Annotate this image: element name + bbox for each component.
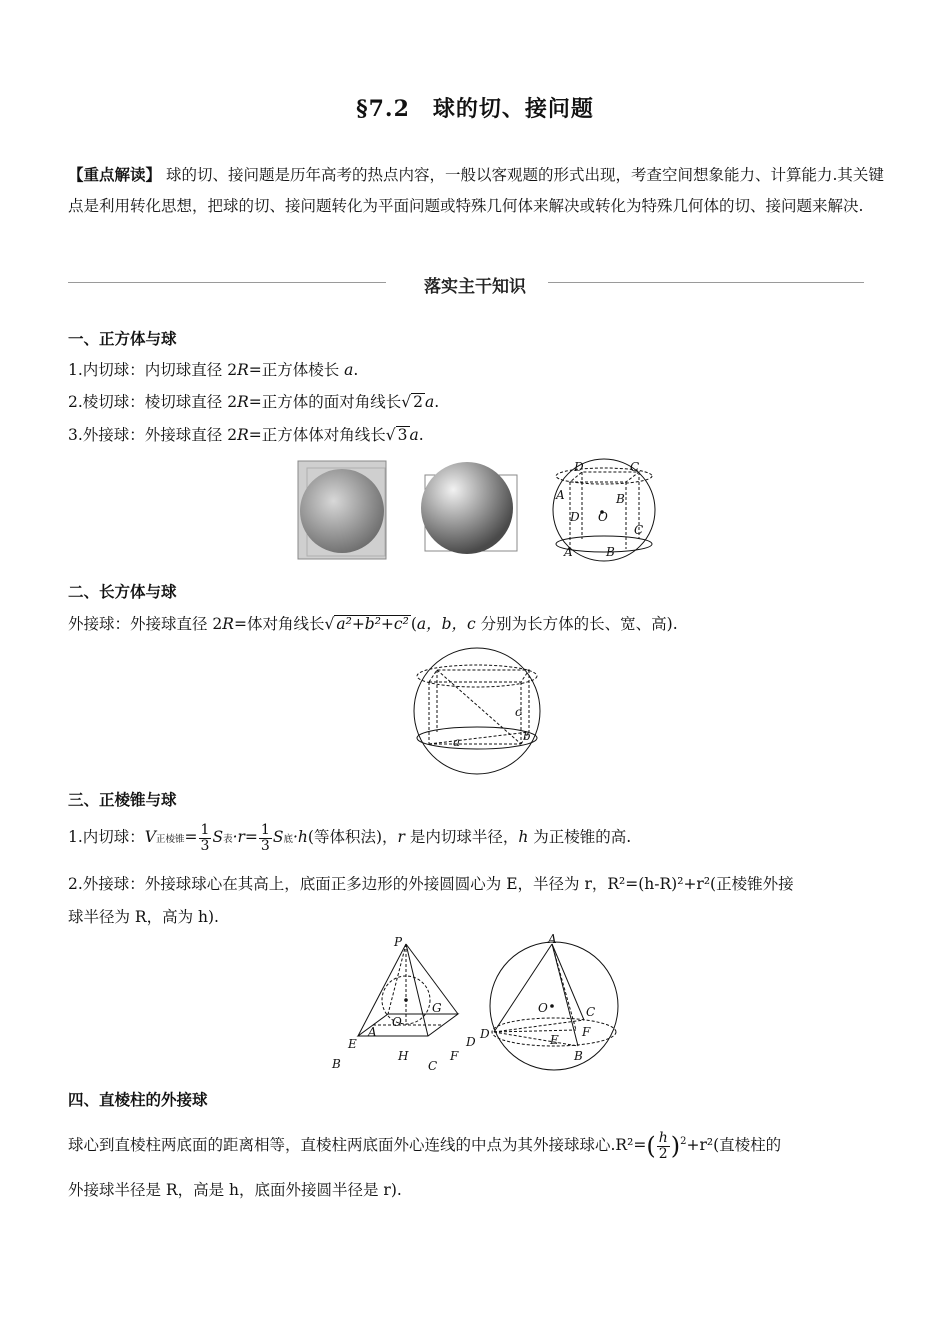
- label-A: A: [368, 1025, 377, 1039]
- section-2-heading: 二、长方体与球: [68, 583, 177, 601]
- label-C: C: [428, 1059, 438, 1072]
- label-D: D: [480, 1027, 490, 1041]
- s1-line-2: 2.棱切球：棱切球直径 2R=正方体的面对角线长√ 2 a.: [68, 393, 440, 411]
- section-banner: 落实主干知识: [424, 277, 526, 297]
- label-H: H: [398, 1049, 409, 1063]
- inscribed-sphere-figure: [295, 458, 391, 562]
- s4-line-1: 球心到直棱柱两底面的距离相等，直棱柱两底面外心连线的中点为其外接球球心.R²=( $\frac{h}{2}$ )$^2$+r²(直棱柱的: [68, 1129, 782, 1162]
- label-O: O: [598, 510, 608, 524]
- pyramid-inscribed-figure: [328, 936, 482, 1072]
- label-A: A: [548, 934, 557, 946]
- section-4-heading: 四、直棱柱的外接球: [68, 1091, 208, 1109]
- label-G: G: [432, 1001, 442, 1015]
- label-D1: D: [570, 510, 580, 524]
- edge-tangent-sphere-figure: [417, 460, 521, 558]
- label-C: C: [586, 1005, 596, 1019]
- label-O: O: [538, 1001, 548, 1015]
- page-title: §7.2 球的切、接问题: [356, 96, 594, 122]
- label-F: F: [450, 1049, 459, 1063]
- s1-line-1: 1.内切球：内切球直径 2R=正方体棱长 a.: [68, 361, 359, 379]
- intro-text: 球的切、接问题是历年高考的热点内容，一般以客观题的形式出现，考查空间想象能力、计算能力.其关键点是利用转化思想，把球的切、接问题转化为平面问题或特殊几何体来解决或转化为特殊几何体的切、接问题来解决.: [68, 166, 884, 215]
- label-A: A: [556, 488, 565, 502]
- label-B: B: [332, 1057, 341, 1071]
- label-D: D: [466, 1035, 476, 1049]
- s2-line-1: 外接球：外接球直径 2R=体对角线长√ a²+b²+c² (a，b，c 分别为长方体的长、宽、高).: [68, 615, 678, 633]
- box-sphere-figure: [409, 646, 545, 776]
- intro-label: 【重点解读】: [68, 166, 162, 184]
- section-3-heading: 三、正棱锥与球: [68, 791, 177, 809]
- s3-line-1: 1.内切球：V正棱锥= $\frac{1}{3}$ S表·r= $\frac{1}{3}$ S底·h(等体积法)，r 是内切球半径，h 为正棱锥的高.: [68, 821, 632, 854]
- label-E: E: [550, 1033, 559, 1047]
- label-F: F: [582, 1025, 591, 1039]
- label-B1: B: [606, 545, 615, 559]
- label-a: a: [453, 735, 461, 749]
- label-b: b: [523, 729, 531, 743]
- label-c: c: [515, 705, 522, 719]
- label-C1: C: [634, 523, 644, 537]
- label-A1: A: [564, 545, 573, 559]
- sphere-pyramid-figure: [476, 934, 624, 1072]
- s3-line-3: 球半径为 R，高为 h).: [68, 908, 219, 926]
- s4-line-2: 外接球半径是 R，高是 h，底面外接圆半径是 r).: [68, 1181, 402, 1199]
- intro-paragraph: [68, 160, 888, 222]
- label-O: O: [392, 1015, 402, 1029]
- label-E: E: [348, 1037, 357, 1051]
- label-P: P: [394, 936, 403, 949]
- label-B: B: [574, 1049, 583, 1063]
- label-B: B: [616, 492, 625, 506]
- label-D: D: [574, 460, 584, 474]
- s3-line-2: 2.外接球：外接球球心在其高上，底面正多边形的外接圆圆心为 E，半径为 r，R²=(h-R)²+r²(正棱锥外接: [68, 875, 794, 893]
- section-1-heading: 一、正方体与球: [68, 330, 177, 348]
- s1-line-3: 3.外接球：外接球直径 2R=正方体体对角线长√ 3 a.: [68, 426, 424, 444]
- circumscribed-cube-sphere-figure: [544, 457, 664, 563]
- label-C: C: [630, 460, 640, 474]
